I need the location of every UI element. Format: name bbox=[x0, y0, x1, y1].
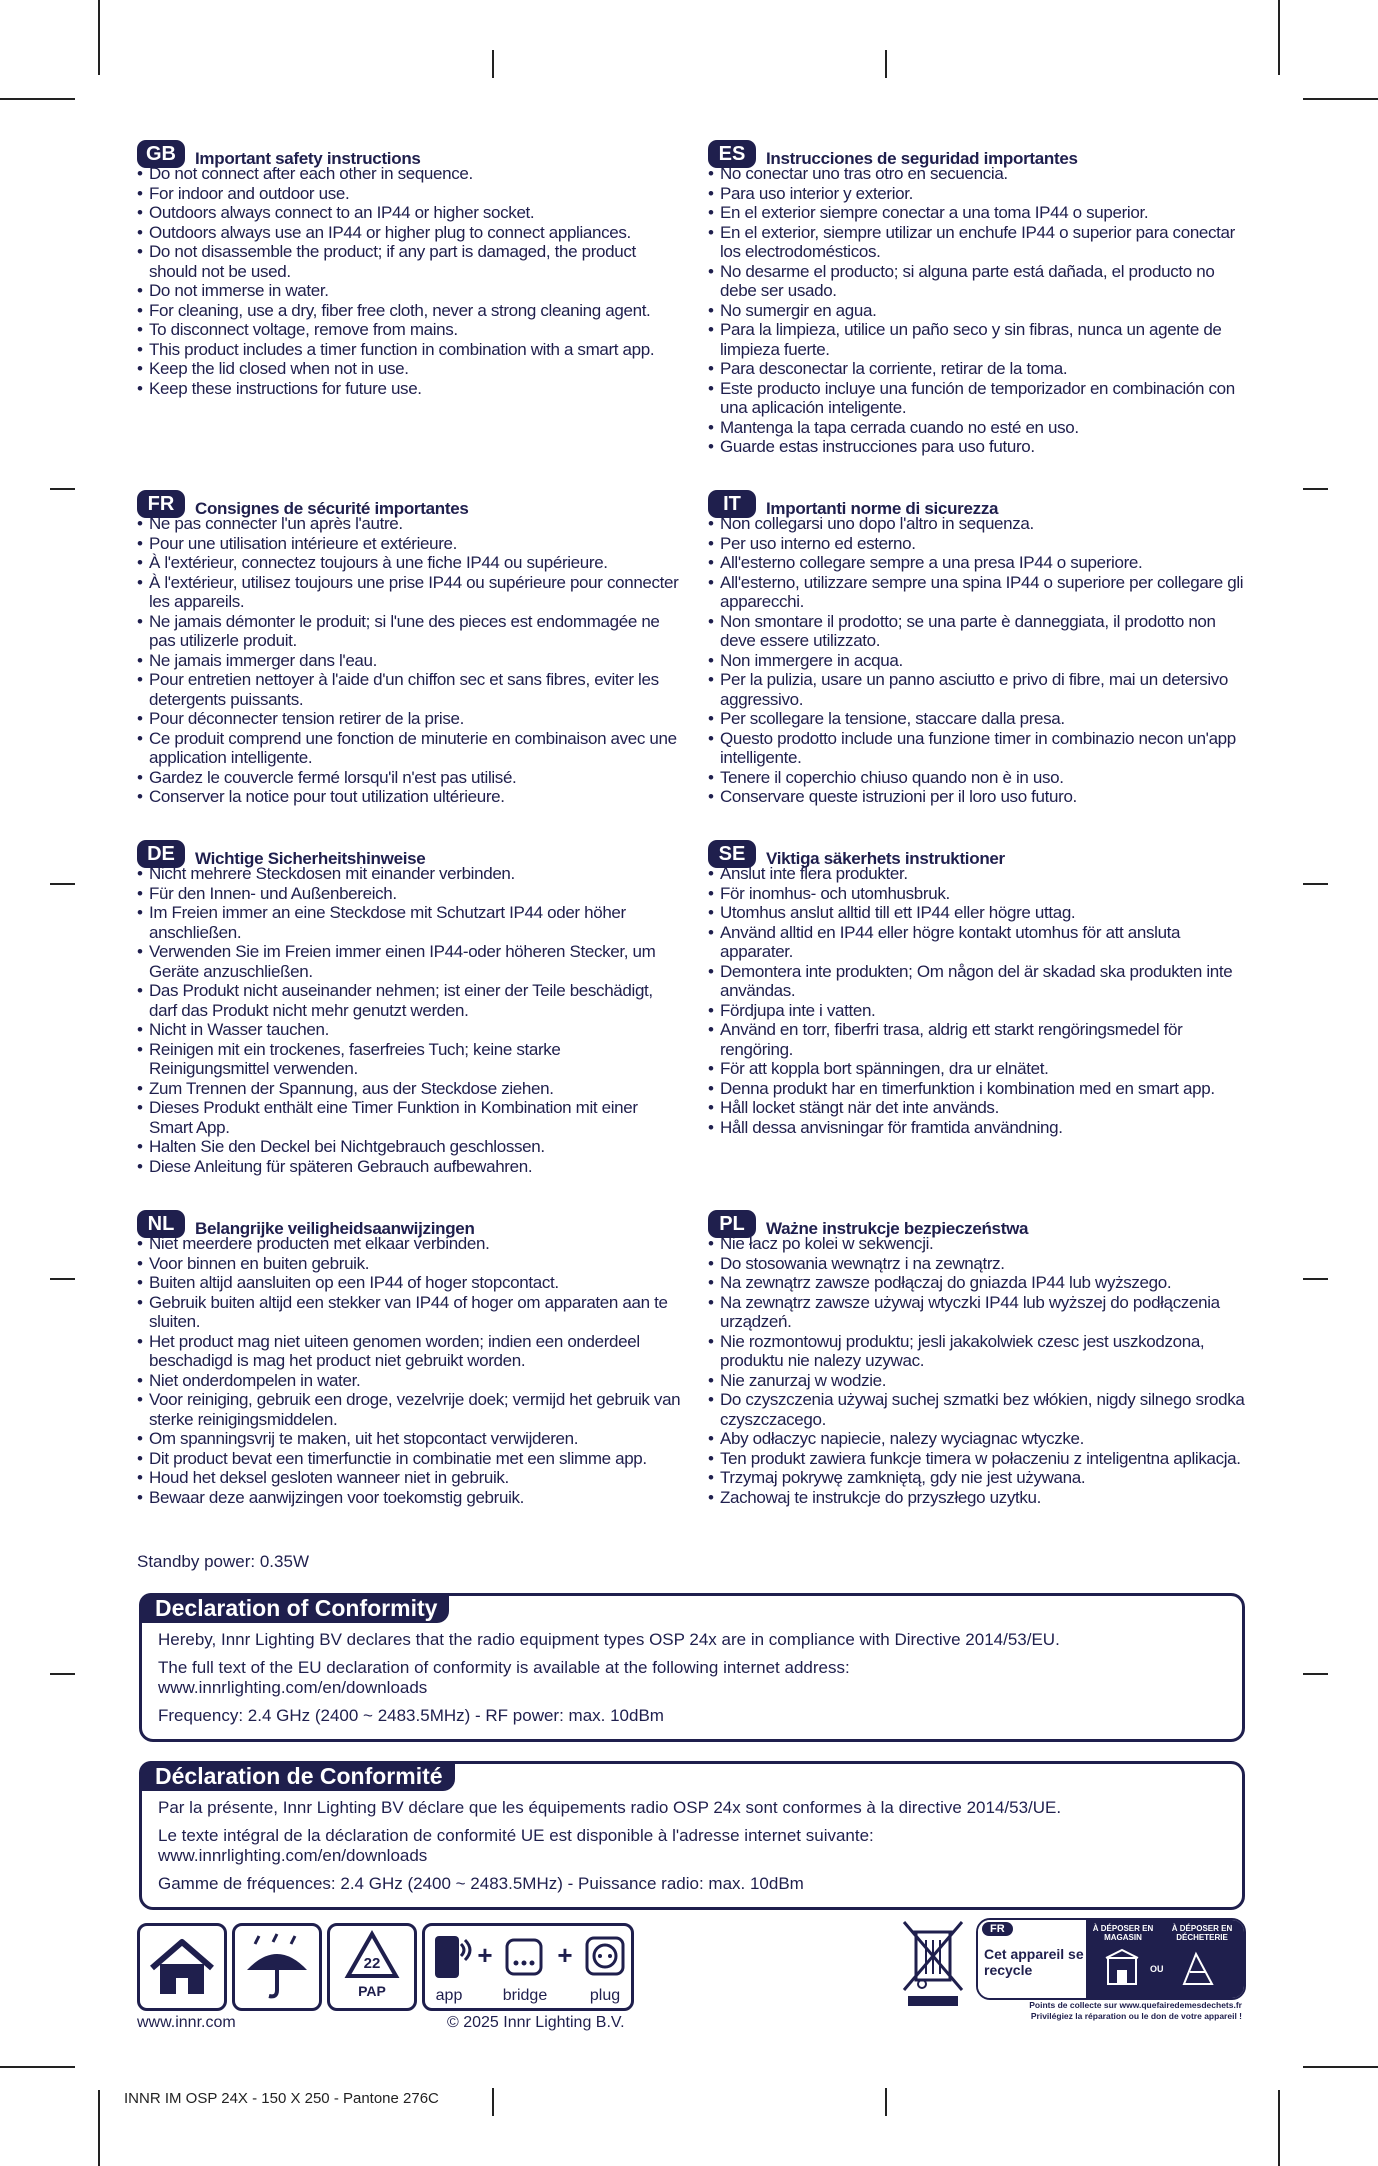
list-item: • En el exterior, siempre utilizar un enchufe IP44 o superior para conectar los electrodomésticos. bbox=[708, 223, 1253, 262]
declaration-text: Par la présente, Innr Lighting BV déclare que les équipements radio OSP 24x sont conformes à la directive 2014/53/UE. bbox=[158, 1798, 1062, 1817]
list-item: • Denna produkt har en timerfunktion i kombination med en smart app. bbox=[708, 1079, 1253, 1099]
list-item: • No desarme el producto; si alguna parte está dañada, el producto no debe ser usado. bbox=[708, 262, 1253, 301]
section-es bbox=[708, 140, 1253, 457]
list-item: • En el exterior siempre conectar a una toma IP44 o superior. bbox=[708, 203, 1253, 223]
list-item: • Nie zanurzaj w wodzie. bbox=[708, 1371, 1253, 1391]
list-item: • Keep the lid closed when not in use. bbox=[137, 359, 682, 379]
list-item: • Zachowaj te instrukcje do przyszłego uzytku. bbox=[708, 1488, 1253, 1508]
section-title: Viktiga säkerhets instruktioner bbox=[766, 849, 1005, 868]
language-badge: FR bbox=[137, 490, 185, 518]
list-item: • Niet onderdompelen in water. bbox=[137, 1371, 682, 1391]
recycle-icon bbox=[327, 1923, 417, 2011]
crop-mark bbox=[885, 50, 887, 78]
crop-mark bbox=[50, 1278, 75, 1280]
list-item: • Ne pas connecter l'un après l'autre. bbox=[137, 514, 682, 534]
list-item: • Använd alltid en IP44 eller högre kontakt utomhus för att ansluta apparater. bbox=[708, 923, 1253, 962]
list-item: • Ten produkt zawiera funkcje timera w połaczeniu z inteligentna aplikacja. bbox=[708, 1449, 1253, 1469]
triman-store-label: À DÉPOSER EN MAGASIN bbox=[1092, 1924, 1154, 1942]
declaration-fr bbox=[139, 1761, 1245, 1910]
list-item: • Keep these instructions for future use. bbox=[137, 379, 682, 399]
crop-mark bbox=[1278, 0, 1280, 75]
list-item: • Tenere il coperchio chiuso quando non è in uso. bbox=[708, 768, 1253, 788]
bridge-label: bridge bbox=[502, 1987, 548, 2004]
instruction-list bbox=[708, 514, 1253, 807]
list-item: • Pour entretien nettoyer à l'aide d'un chiffon sec et sans fibres, eviter les detergents puissants. bbox=[137, 670, 682, 709]
crop-mark bbox=[50, 883, 75, 885]
section-title: Belangrijke veiligheidsaanwijzingen bbox=[195, 1219, 475, 1238]
list-item: • Håll locket stängt när det inte används. bbox=[708, 1098, 1253, 1118]
list-item: • Nie rozmontowuj produktu; jesli jakakolwiek czesc jest uszkodzona, produktu nie nalezy uzywac. bbox=[708, 1332, 1253, 1371]
list-item: • Na zewnątrz zawsze podłączaj do gniazda IP44 lub wyższego. bbox=[708, 1273, 1253, 1293]
crop-mark bbox=[885, 2088, 887, 2116]
crop-mark bbox=[50, 1673, 75, 1675]
triman-footer-2: Privilégiez la réparation ou le don de votre appareil ! bbox=[1030, 2011, 1242, 2021]
instruction-list bbox=[137, 864, 682, 1176]
list-item: • Für den Innen- und Außenbereich. bbox=[137, 884, 682, 904]
list-item: • Non collegarsi uno dopo l'altro in sequenza. bbox=[708, 514, 1253, 534]
list-item: • Non smontare il prodotto; se una parte è danneggiata, il prodotto non deve essere utilizzato. bbox=[708, 612, 1253, 651]
section-title: Importanti norme di sicurezza bbox=[766, 499, 999, 518]
list-item: • Het product mag niet uiteen genomen worden; indien een onderdeel beschadigd is mag het product niet gebruikt worden. bbox=[137, 1332, 682, 1371]
store-icon bbox=[1102, 1948, 1142, 1988]
triman-panel bbox=[976, 1918, 1242, 2022]
section-title: Instrucciones de seguridad importantes bbox=[766, 149, 1078, 168]
crop-mark bbox=[0, 2066, 75, 2068]
list-item: • À l'extérieur, connectez toujours à une fiche IP44 ou supérieure. bbox=[137, 553, 682, 573]
list-item: • Per uso interno ed esterno. bbox=[708, 534, 1253, 554]
list-item: • Håll dessa anvisningar för framtida användning. bbox=[708, 1118, 1253, 1138]
list-item: • Questo prodotto include una funzione timer in combinazio necon un'app intelligente. bbox=[708, 729, 1253, 768]
frequency-text: Frequency: 2.4 GHz (2400 ~ 2483.5MHz) - RF power: max. 10dBm bbox=[158, 1706, 664, 1725]
crop-mark bbox=[1303, 2066, 1378, 2068]
declaration-text: Hereby, Innr Lighting BV declares that the radio equipment types OSP 24x are in compliance with Directive 2014/53/EU. bbox=[158, 1630, 1060, 1649]
list-item: • Para uso interior y exterior. bbox=[708, 184, 1253, 204]
list-item: • Verwenden Sie im Freien immer einen IP44-oder höheren Stecker, um Geräte anzuschließen. bbox=[137, 942, 682, 981]
list-item: • Para la limpieza, utilice un paño seco y sin fibras, nunca un agente de limpieza fuerte. bbox=[708, 320, 1253, 359]
recycle-number: 22 bbox=[363, 1955, 381, 1972]
list-item: • Voor binnen en buiten gebruik. bbox=[137, 1254, 682, 1274]
app-label: app bbox=[435, 1987, 463, 2004]
list-item: • Voor reiniging, gebruik een droge, vezelvrije doek; vermijd het gebruik van sterke reinigingsmiddelen. bbox=[137, 1390, 682, 1429]
list-item: • Gardez le couvercle fermé lorsqu'il n'est pas utilisé. bbox=[137, 768, 682, 788]
list-item: • Guarde estas instrucciones para uso futuro. bbox=[708, 437, 1253, 457]
list-item: • Trzymaj pokrywę zamkniętą, gdy nie jest używana. bbox=[708, 1468, 1253, 1488]
list-item: • All'esterno collegare sempre a una presa IP44 o superiore. bbox=[708, 553, 1253, 573]
instruction-list bbox=[137, 1234, 682, 1507]
language-badge: GB bbox=[137, 140, 185, 168]
section-gb bbox=[137, 140, 682, 398]
list-item: • All'esterno, utilizzare sempre una spina IP44 o superiore per collegare gli apparecchi. bbox=[708, 573, 1253, 612]
section-it bbox=[708, 490, 1253, 807]
smartphone-icon bbox=[435, 1936, 459, 1978]
website-link[interactable]: www.innr.com bbox=[137, 2014, 236, 2031]
list-item: • No conectar uno tras otro en secuencia. bbox=[708, 164, 1253, 184]
declaration-title: Declaration of Conformity bbox=[139, 1593, 449, 1623]
list-item: • Pour déconnecter tension retirer de la prise. bbox=[137, 709, 682, 729]
crop-mark bbox=[1303, 1278, 1328, 1280]
bridge-icon bbox=[507, 1940, 541, 1974]
crop-mark bbox=[1303, 488, 1328, 490]
list-item: • Fördjupa inte i vatten. bbox=[708, 1001, 1253, 1021]
list-item: • Nicht mehrere Steckdosen mit einander verbinden. bbox=[137, 864, 682, 884]
list-item: • Bewaar deze aanwijzingen voor toekomstig gebruik. bbox=[137, 1488, 682, 1508]
section-nl bbox=[137, 1210, 682, 1507]
list-item: • Reinigen mit ein trockenes, faserfreies Tuch; keine starke Reinigungsmittel verwenden. bbox=[137, 1040, 682, 1079]
triman-dump-label: À DÉPOSER EN DÉCHETERIE bbox=[1171, 1924, 1233, 1942]
list-item: • Este producto incluye una función de temporizador en combinación con una aplicación inteligente. bbox=[708, 379, 1253, 418]
frequency-text: Gamme de fréquences: 2.4 GHz (2400 ~ 2483.5MHz) - Puissance radio: max. 10dBm bbox=[158, 1874, 804, 1893]
declaration-text: The full text of the EU declaration of conformity is available at the following internet address: bbox=[158, 1658, 850, 1677]
crop-mark bbox=[492, 50, 494, 78]
list-item: • Do not immerse in water. bbox=[137, 281, 682, 301]
list-item: • No sumergir en agua. bbox=[708, 301, 1253, 321]
list-item: • Använd en torr, fiberfri trasa, aldrig ett starkt rengöringsmedel för rengöring. bbox=[708, 1020, 1253, 1059]
list-item: • Na zewnątrz zawsze używaj wtyczki IP44 lub wyższej do podłączenia urządzeń. bbox=[708, 1293, 1253, 1332]
plus-sign: + bbox=[477, 1940, 493, 1970]
list-item: • Aby odłaczyc napiecie, nalezy wyciagnac wtyczke. bbox=[708, 1429, 1253, 1449]
list-item: • Per scollegare la tensione, staccare dalla presa. bbox=[708, 709, 1253, 729]
list-item: • För att koppla bort spänningen, dra ur elnätet. bbox=[708, 1059, 1253, 1079]
list-item: • Conserver la notice pour tout utilization ultérieure. bbox=[137, 787, 682, 807]
instruction-list bbox=[137, 514, 682, 807]
crop-mark bbox=[1303, 883, 1328, 885]
list-item: • Non immergere in acqua. bbox=[708, 651, 1253, 671]
list-item: • Buiten altijd aansluiten op een IP44 of hoger stopcontact. bbox=[137, 1273, 682, 1293]
list-item: • For indoor and outdoor use. bbox=[137, 184, 682, 204]
crop-mark bbox=[0, 98, 75, 100]
weee-bin-icon bbox=[900, 1918, 968, 2008]
instruction-list bbox=[708, 1234, 1253, 1507]
triman-footer-1: Points de collecte sur www.quefairedemesdechets.fr bbox=[1029, 2000, 1242, 2010]
list-item: • Im Freien immer an eine Steckdose mit Schutzart IP44 oder höher anschließen. bbox=[137, 903, 682, 942]
section-de bbox=[137, 840, 682, 1176]
list-item: • Per la pulizia, usare un panno asciutto e privo di fibre, mai un detersivo aggressivo. bbox=[708, 670, 1253, 709]
list-item: • Ne jamais démonter le produit; si l'une des pieces est endommagée ne pas utilizerle produit. bbox=[137, 612, 682, 651]
language-badge: NL bbox=[137, 1210, 185, 1238]
declaration-url: www.innrlighting.com/en/downloads bbox=[158, 1846, 428, 1865]
list-item: • For cleaning, use a dry, fiber free cloth, never a strong cleaning agent. bbox=[137, 301, 682, 321]
list-item: • Pour une utilisation intérieure et extérieure. bbox=[137, 534, 682, 554]
section-pl bbox=[708, 1210, 1253, 1507]
triman-or: OU bbox=[1150, 1964, 1164, 1974]
declaration-en bbox=[139, 1593, 1245, 1742]
list-item: • Utomhus anslut alltid till ett IP44 eller högre uttag. bbox=[708, 903, 1253, 923]
copyright: © 2025 Innr Lighting B.V. bbox=[447, 2014, 625, 2031]
section-title: Important safety instructions bbox=[195, 149, 421, 168]
list-item: • Demontera inte produkten; Om någon del är skadad ska produkten inte användas. bbox=[708, 962, 1253, 1001]
list-item: • Das Produkt nicht auseinander nehmen; ist einer der Teile beschädigt, darf das Produkt nicht mehr genutzt werden. bbox=[137, 981, 682, 1020]
declaration-title: Déclaration de Conformité bbox=[139, 1761, 455, 1791]
dump-icon bbox=[1178, 1948, 1218, 1988]
list-item: • Diese Anleitung für späteren Gebrauch aufbewahren. bbox=[137, 1157, 682, 1177]
list-item: • This product includes a timer function in combination with a smart app. bbox=[137, 340, 682, 360]
crop-mark bbox=[492, 2088, 494, 2116]
language-badge: SE bbox=[708, 840, 756, 868]
list-item: • Do stosowania wewnątrz i na zewnątrz. bbox=[708, 1254, 1253, 1274]
list-item: • To disconnect voltage, remove from mains. bbox=[137, 320, 682, 340]
crop-mark bbox=[1303, 98, 1378, 100]
system-icons bbox=[422, 1923, 634, 2011]
crop-mark bbox=[98, 2090, 100, 2166]
list-item: • Halten Sie den Deckel bei Nichtgebrauch geschlossen. bbox=[137, 1137, 682, 1157]
list-item: • Para desconectar la corriente, retirar de la toma. bbox=[708, 359, 1253, 379]
section-title: Ważne instrukcje bezpieczeństwa bbox=[766, 1219, 1029, 1238]
list-item: • Zum Trennen der Spannung, aus der Steckdose ziehen. bbox=[137, 1079, 682, 1099]
outdoor-umbrella-icon bbox=[232, 1923, 322, 2011]
language-badge: PL bbox=[708, 1210, 756, 1238]
list-item: • Niet meerdere producten met elkaar verbinden. bbox=[137, 1234, 682, 1254]
triman-text: Cet appareil se recycle bbox=[984, 1946, 1084, 1978]
plug-label: plug bbox=[589, 1987, 621, 2004]
list-item: • Dit product bevat een timerfunctie in combinatie met een slimme app. bbox=[137, 1449, 682, 1469]
list-item: • Conservare queste istruzioni per il loro uso futuro. bbox=[708, 787, 1253, 807]
list-item: • Dieses Produkt enthält eine Timer Funktion in Kombination mit einer Smart App. bbox=[137, 1098, 682, 1137]
section-title: Consignes de sécurité importantes bbox=[195, 499, 469, 518]
list-item: • Nie łacz po kolei w sekwencji. bbox=[708, 1234, 1253, 1254]
recycle-code: PAP bbox=[358, 1983, 386, 1999]
list-item: • Do not disassemble the product; if any part is damaged, the product should not be used. bbox=[137, 242, 682, 281]
list-item: • Do not connect after each other in sequence. bbox=[137, 164, 682, 184]
triman-country: FR bbox=[982, 1922, 1013, 1936]
section-fr bbox=[137, 490, 682, 807]
language-badge: ES bbox=[708, 140, 756, 168]
print-info: INNR IM OSP 24X - 150 X 250 - Pantone 276C bbox=[124, 2090, 439, 2107]
section-title: Wichtige Sicherheitshinweise bbox=[195, 849, 426, 868]
instruction-list bbox=[137, 164, 682, 398]
plus-sign: + bbox=[557, 1940, 573, 1970]
list-item: • Gebruik buiten altijd een stekker van IP44 of hoger om apparaten aan te sluiten. bbox=[137, 1293, 682, 1332]
list-item: • À l'extérieur, utilisez toujours une prise IP44 ou supérieure pour connecter les appareils. bbox=[137, 573, 682, 612]
plug-icon bbox=[587, 1938, 623, 1974]
instruction-list bbox=[708, 164, 1253, 457]
instruction-list bbox=[708, 864, 1253, 1137]
crop-mark bbox=[1278, 2090, 1280, 2166]
list-item: • Do czyszczenia używaj suchej szmatki bez włókien, nigdy silnego srodka czyszczacego. bbox=[708, 1390, 1253, 1429]
list-item: • Ne jamais immerger dans l'eau. bbox=[137, 651, 682, 671]
list-item: • Ce produit comprend une fonction de minuterie en combinaison avec une application intelligente. bbox=[137, 729, 682, 768]
list-item: • För inomhus- och utomhusbruk. bbox=[708, 884, 1253, 904]
crop-mark bbox=[98, 0, 100, 75]
list-item: • Houd het deksel gesloten wanneer niet in gebruik. bbox=[137, 1468, 682, 1488]
list-item: • Anslut inte flera produkter. bbox=[708, 864, 1253, 884]
list-item: • Outdoors always use an IP44 or higher plug to connect appliances. bbox=[137, 223, 682, 243]
declaration-url: www.innrlighting.com/en/downloads bbox=[158, 1678, 428, 1697]
list-item: • Mantenga la tapa cerrada cuando no esté en uso. bbox=[708, 418, 1253, 438]
language-badge: DE bbox=[137, 840, 185, 868]
list-item: • Om spanningsvrij te maken, uit het stopcontact verwijderen. bbox=[137, 1429, 682, 1449]
crop-mark bbox=[50, 488, 75, 490]
standby-power: Standby power: 0.35W bbox=[137, 1552, 309, 1571]
language-badge: IT bbox=[708, 490, 756, 518]
section-se bbox=[708, 840, 1253, 1137]
list-item: • Nicht in Wasser tauchen. bbox=[137, 1020, 682, 1040]
indoor-icon bbox=[137, 1923, 227, 2011]
declaration-text: Le texte intégral de la déclaration de conformité UE est disponible à l'adresse internet suivante: bbox=[158, 1826, 874, 1845]
list-item: • Outdoors always connect to an IP44 or higher socket. bbox=[137, 203, 682, 223]
crop-mark bbox=[1303, 1673, 1328, 1675]
